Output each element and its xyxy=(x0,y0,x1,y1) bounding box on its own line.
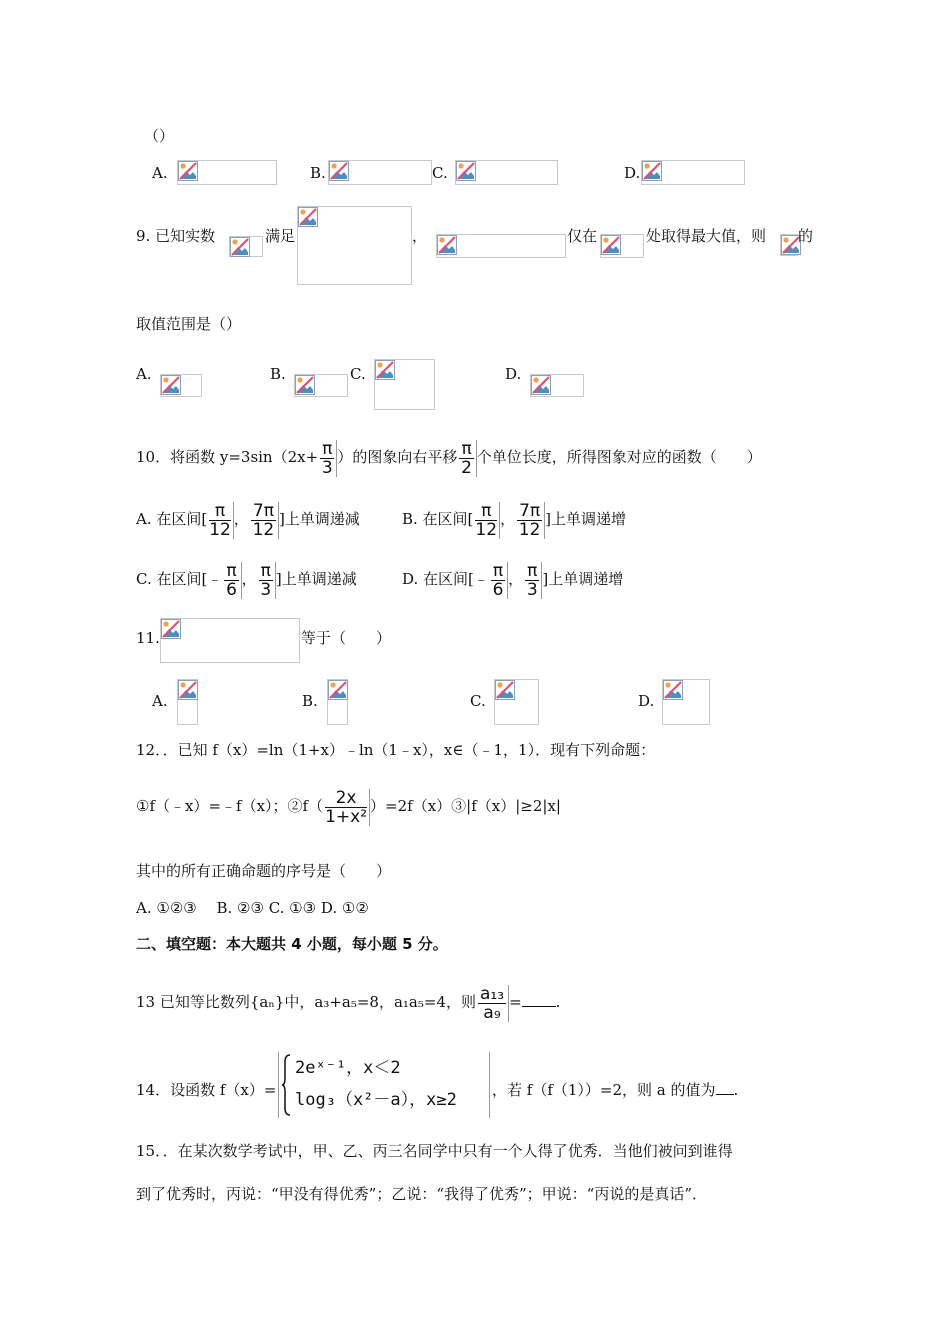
q10-option-d: D. 在区间[﹣ $\frac{\pi}{6}$ ， $\frac{\pi}{3}$ ]上单调递增 xyxy=(402,560,624,600)
broken-image-icon xyxy=(178,161,198,181)
q9-option-b: B. xyxy=(270,365,286,383)
q14-prefix: 14．设函数 f（x）= xyxy=(136,1081,277,1099)
q9-point-image xyxy=(600,234,644,258)
broken-image-icon xyxy=(437,235,457,255)
q9-option-a-image xyxy=(160,374,202,397)
q9-text-of: 的 xyxy=(798,227,814,245)
q10-frac-pi-3: $\frac{\pi}{3}$ xyxy=(318,440,337,477)
q10-option-b: B. 在区间[ $\frac{\pi}{12}$ ， $\frac{7\pi}{12}$ ]上单调递增 xyxy=(402,500,626,540)
broken-image-icon xyxy=(298,207,318,227)
broken-image-icon xyxy=(495,680,515,700)
q14-case2: log₃（x²－a），x≥2 xyxy=(295,1090,457,1110)
q10-stem xyxy=(136,432,762,482)
q11-expression-image xyxy=(160,618,300,663)
q9-param-image xyxy=(780,234,798,256)
q10-d-frac2: $\frac{\pi}{3}$ xyxy=(523,562,542,599)
q10-frac-pi-2: $\frac{\pi}{2}$ xyxy=(457,440,476,477)
q11-option-d: D. xyxy=(638,692,655,710)
q11-option-c-image xyxy=(494,679,539,725)
q8-option-c: C. xyxy=(432,164,448,182)
q9-option-a: A. xyxy=(136,365,152,383)
q8-option-c-image xyxy=(455,160,558,185)
q11-option-a-image xyxy=(177,679,198,725)
broken-image-icon xyxy=(178,680,198,700)
q10-prefix: 10．将函数 y=3sin（2x+ xyxy=(136,448,319,466)
q15-line2: 到了优秀时，丙说：“甲没有得优秀”；乙说：“我得了优秀”；甲说：“丙说的是真话”． xyxy=(136,1185,708,1203)
broken-image-icon xyxy=(663,680,683,700)
q11-prefix: 11. xyxy=(136,629,160,647)
q8-option-d: D. xyxy=(624,164,641,182)
left-brace-icon xyxy=(281,1054,291,1116)
q11-option-a: A. xyxy=(152,692,168,710)
q10-mid: ）的图象向右平移 xyxy=(337,448,458,466)
q12-fraction: $\frac{2x}{\text{1+x²}}$ xyxy=(323,789,370,826)
q10-tail: 个单位长度，所得图象对应的函数（ ） xyxy=(476,448,762,466)
q9-option-b-image xyxy=(294,374,348,397)
q13-answer-blank[interactable] xyxy=(522,992,556,1007)
q9-text-max: 处取得最大值，则 xyxy=(646,227,767,245)
q11-option-d-image xyxy=(662,679,710,725)
q15-line1: 15．．在某次数学考试中，甲、乙、丙三名同学中只有一个人得了优秀．当他们被问到谁得 xyxy=(136,1142,733,1160)
broken-image-icon xyxy=(230,237,250,257)
q8-option-a: A. xyxy=(152,164,168,182)
q9-option-c-image xyxy=(374,359,435,410)
q9-constraints-image xyxy=(297,206,412,285)
q8-option-a-image xyxy=(177,160,277,185)
broken-image-icon xyxy=(329,161,349,181)
q9-comma: ， xyxy=(412,227,428,245)
broken-image-icon xyxy=(161,619,181,639)
q10-c-frac1: $\frac{\pi}{6}$ xyxy=(222,562,241,599)
q10-c-frac2: $\frac{\pi}{3}$ xyxy=(257,562,276,599)
q9-option-d-image xyxy=(530,374,584,397)
q11-option-b-image xyxy=(327,679,348,725)
broken-image-icon xyxy=(161,375,181,395)
section-2-heading: 二、填空题：本大题共 4 小题，每小题 5 分。 xyxy=(136,935,448,953)
q14-case1: 2eˣ⁻¹，x＜2 xyxy=(295,1058,401,1078)
q8-option-d-image xyxy=(641,160,745,185)
q9-prefix: 9. 已知实数 xyxy=(136,227,216,245)
q14-piecewise xyxy=(278,1052,490,1118)
q11-option-b: B. xyxy=(302,692,318,710)
q9-text-only: 仅在 xyxy=(567,227,598,245)
q10-b-frac2: $\frac{7\pi}{12}$ xyxy=(515,502,545,539)
q9-line2: 取值范围是（） xyxy=(136,315,242,333)
q13-fraction: $\frac{\text{a₁₃}}{\text{a₉}}$ xyxy=(476,985,509,1022)
q9-var-image xyxy=(229,236,263,257)
broken-image-icon xyxy=(642,161,662,181)
broken-image-icon xyxy=(456,161,476,181)
q9-text-satisfy: 满足 xyxy=(265,227,296,245)
q9-option-d: D. xyxy=(505,365,522,383)
broken-image-icon xyxy=(375,360,395,380)
q12-line1: 12．．已知 f（x）=ln（1+x）﹣ln（1﹣x），x∈（﹣1，1）．现有下列命题： xyxy=(136,741,656,759)
q11-tail: 等于（ ） xyxy=(301,629,392,647)
q8-option-b: B. xyxy=(310,164,326,182)
broken-image-icon xyxy=(601,235,621,255)
q8-tail: （） xyxy=(144,127,175,145)
q14-answer-blank[interactable] xyxy=(716,1080,734,1095)
q10-a-frac2: $\frac{7\pi}{12}$ xyxy=(249,502,279,539)
q14-tail: ，若 f（f（1））=2，则 a 的值为 . xyxy=(492,1081,739,1099)
q10-a-frac1: $\frac{\pi}{12}$ xyxy=(207,502,234,539)
q9-option-c: C. xyxy=(350,365,366,383)
q12-line2: ①f（﹣x）=﹣f（x）；②f（ $\frac{2x}{\text{1+x²}}$ ）=2f（x）③|f（x）|≥2|x| xyxy=(136,787,561,827)
q8-option-b-image xyxy=(328,160,432,185)
q10-option-a: A. 在区间[ $\frac{\pi}{12}$ ， $\frac{7\pi}{12}$ ]上单调递减 xyxy=(136,500,360,540)
broken-image-icon xyxy=(328,680,348,700)
q11-option-c: C. xyxy=(470,692,486,710)
broken-image-icon xyxy=(531,375,551,395)
q12-line3: 其中的所有正确命题的序号是（ ） xyxy=(136,862,392,880)
q10-option-c: C. 在区间[﹣ $\frac{\pi}{6}$ ， $\frac{\pi}{3}$ ]上单调递减 xyxy=(136,560,357,600)
broken-image-icon xyxy=(295,375,315,395)
q13-stem: 13 已知等比数列{aₙ}中，a₃+a₅=8，a₁a₅=4，则 $\frac{\text{a₁₃}}{\text{a₉}}$ = . xyxy=(136,983,561,1023)
q10-d-frac1: $\frac{\pi}{6}$ xyxy=(489,562,508,599)
q12-options: A. ①②③ B. ②③ C. ①③ D. ①② xyxy=(136,899,369,917)
q10-b-frac1: $\frac{\pi}{12}$ xyxy=(473,502,500,539)
q9-objective-image xyxy=(436,234,566,258)
